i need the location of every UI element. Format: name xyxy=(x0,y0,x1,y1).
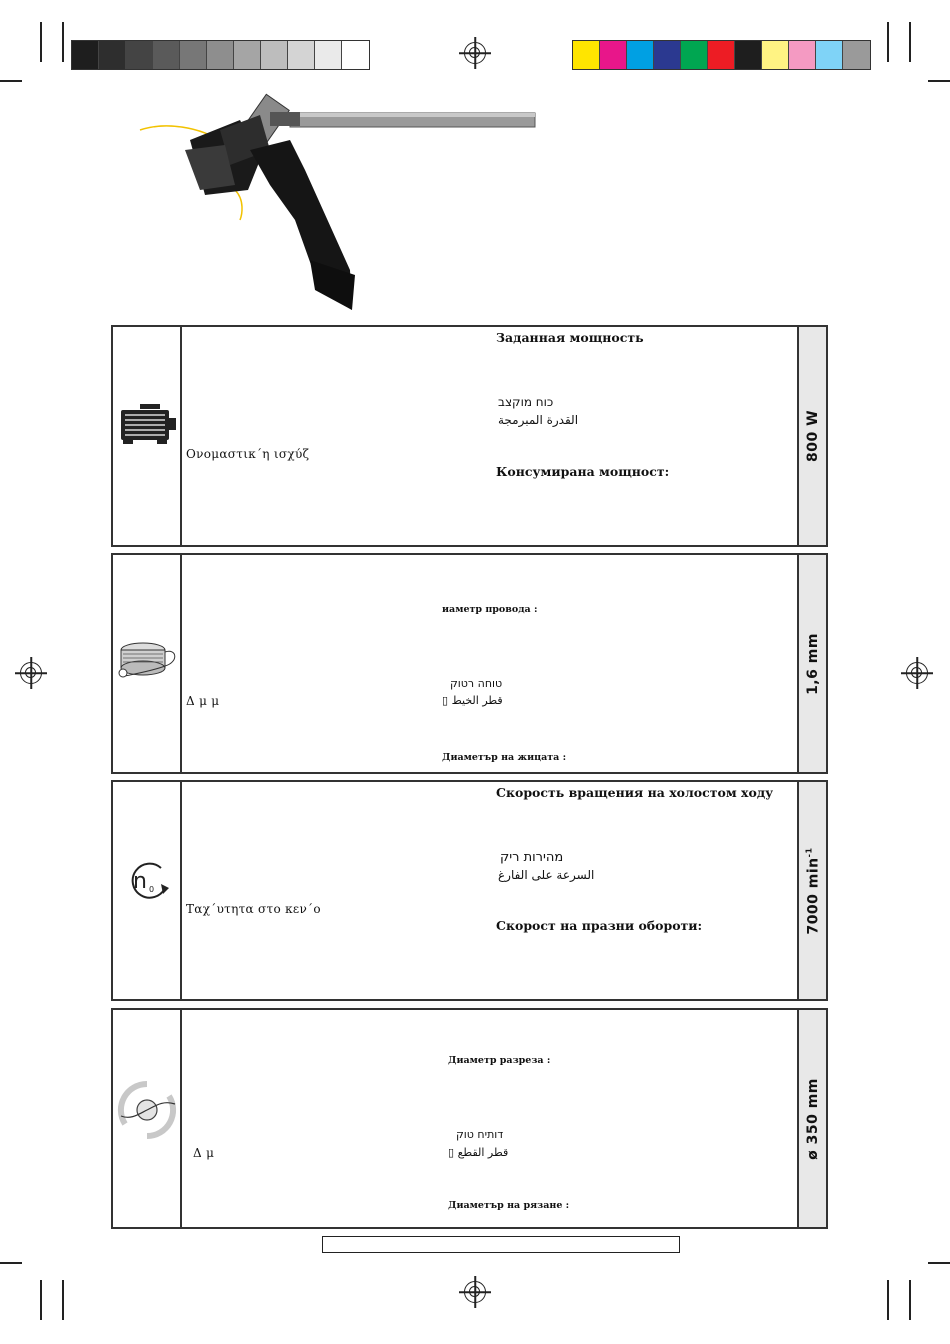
cutting-diameter-value: ø 350 mm xyxy=(804,1077,821,1160)
speed-subscript: 0 xyxy=(149,885,155,894)
arabic-text: قطر الخيط xyxy=(451,694,503,707)
crop-mark xyxy=(909,22,911,62)
idle-speed-exponent: -1 xyxy=(804,846,814,857)
idle-speed-number: 7000 min xyxy=(804,856,821,935)
gray-swatch-10 xyxy=(315,41,342,69)
process-swatch-6 xyxy=(708,41,735,69)
arabic-label xyxy=(448,1146,508,1159)
spec-panel-idle-speed xyxy=(111,780,828,1001)
process-color-bar xyxy=(572,40,871,70)
crop-mark xyxy=(40,22,42,62)
gray-swatch-6 xyxy=(207,41,234,69)
gray-swatch-5 xyxy=(180,41,207,69)
russian-label: Заданная мощность xyxy=(496,330,644,345)
trimmer-line xyxy=(235,190,242,220)
process-swatch-3 xyxy=(627,41,654,69)
process-swatch-7 xyxy=(735,41,762,69)
russian-label: Диаметр разреза : xyxy=(448,1055,551,1066)
value-column xyxy=(797,782,826,999)
process-swatch-5 xyxy=(681,41,708,69)
hebrew-label: דותיח טוק xyxy=(456,1128,504,1141)
crop-mark xyxy=(0,80,22,82)
bulgarian-label: Скорост на празни обороти: xyxy=(496,918,703,933)
hebrew-label: טוחה רטוק xyxy=(450,677,503,690)
icon-column xyxy=(113,1010,182,1227)
process-swatch-2 xyxy=(600,41,627,69)
russian-label: Скорость вращения на холостом ходу xyxy=(496,785,774,800)
rotation-speed-icon xyxy=(121,860,177,900)
power-value: 800 W xyxy=(804,409,821,463)
gray-swatch-3 xyxy=(126,41,153,69)
russian-label: иаметр провода : xyxy=(442,604,538,615)
footer-blank-box xyxy=(322,1236,680,1253)
process-swatch-10 xyxy=(816,41,843,69)
process-swatch-11 xyxy=(843,41,870,69)
crop-mark xyxy=(928,80,950,82)
gray-swatch-1 xyxy=(72,41,99,69)
crop-mark xyxy=(909,1280,911,1320)
greek-label: Δ μ xyxy=(193,1146,215,1160)
arabic-label: السرعة على الفارغ xyxy=(498,868,595,882)
process-swatch-4 xyxy=(654,41,681,69)
trimmer-coupling-nut xyxy=(270,112,300,126)
icon-column xyxy=(113,782,182,999)
arabic-label: القدرة المبرمجة xyxy=(498,413,579,427)
registration-mark-icon xyxy=(906,662,928,684)
gray-swatch-4 xyxy=(153,41,180,69)
spec-panel-power xyxy=(111,325,828,547)
spool-icon xyxy=(115,640,179,680)
spec-panel-cutting-diameter xyxy=(111,1008,828,1229)
bulgarian-label: Диаметър на жицата : xyxy=(442,752,567,763)
wire-diameter-value: 1,6 mm xyxy=(804,632,821,695)
crop-mark xyxy=(887,1280,889,1320)
value-column xyxy=(797,1010,826,1227)
icon-column xyxy=(113,327,182,545)
greek-label: Ονομαστικ΄η ισχύζ xyxy=(186,447,310,461)
greek-label: Δ μ μ xyxy=(186,694,220,708)
idle-speed-value xyxy=(804,847,821,934)
arabic-mark: ▯ xyxy=(442,694,449,707)
crop-mark xyxy=(62,1280,64,1320)
trimmer-shaft-highlight xyxy=(290,113,535,117)
arabic-text: قطر القطع xyxy=(457,1146,509,1159)
value-column xyxy=(797,327,826,545)
crop-mark xyxy=(887,22,889,62)
gray-swatch-7 xyxy=(234,41,261,69)
registration-mark-icon xyxy=(464,1281,486,1303)
greek-label: Ταχ΄υτητα στο κεν΄ο xyxy=(186,902,321,916)
bulgarian-label: Диаметър на рязане : xyxy=(448,1200,570,1211)
hebrew-label: כוח מוקצב xyxy=(498,395,554,409)
bulgarian-label: Консумирана мощност: xyxy=(496,464,670,479)
gray-swatch-8 xyxy=(261,41,288,69)
process-swatch-9 xyxy=(789,41,816,69)
crop-mark xyxy=(0,1262,22,1264)
icon-column xyxy=(113,555,182,772)
gray-swatch-11 xyxy=(342,41,369,69)
arabic-label xyxy=(442,694,503,707)
process-swatch-8 xyxy=(762,41,789,69)
crop-mark xyxy=(62,22,64,62)
trimmer-illustration xyxy=(130,90,540,315)
gray-swatch-2 xyxy=(99,41,126,69)
hebrew-label: מהירות ריק xyxy=(500,850,564,865)
crop-mark xyxy=(928,1262,950,1264)
motor-icon xyxy=(113,402,178,446)
cutting-diameter-icon xyxy=(117,1080,177,1140)
arabic-mark: ▯ xyxy=(448,1146,455,1159)
grayscale-color-bar xyxy=(71,40,370,70)
gray-swatch-9 xyxy=(288,41,315,69)
crop-mark xyxy=(40,1280,42,1320)
spec-panel-wire-diameter xyxy=(111,553,828,774)
process-swatch-1 xyxy=(573,41,600,69)
registration-mark-icon xyxy=(20,662,42,684)
registration-mark-icon xyxy=(464,42,486,64)
value-column xyxy=(797,555,826,772)
speed-symbol: n xyxy=(133,869,147,894)
